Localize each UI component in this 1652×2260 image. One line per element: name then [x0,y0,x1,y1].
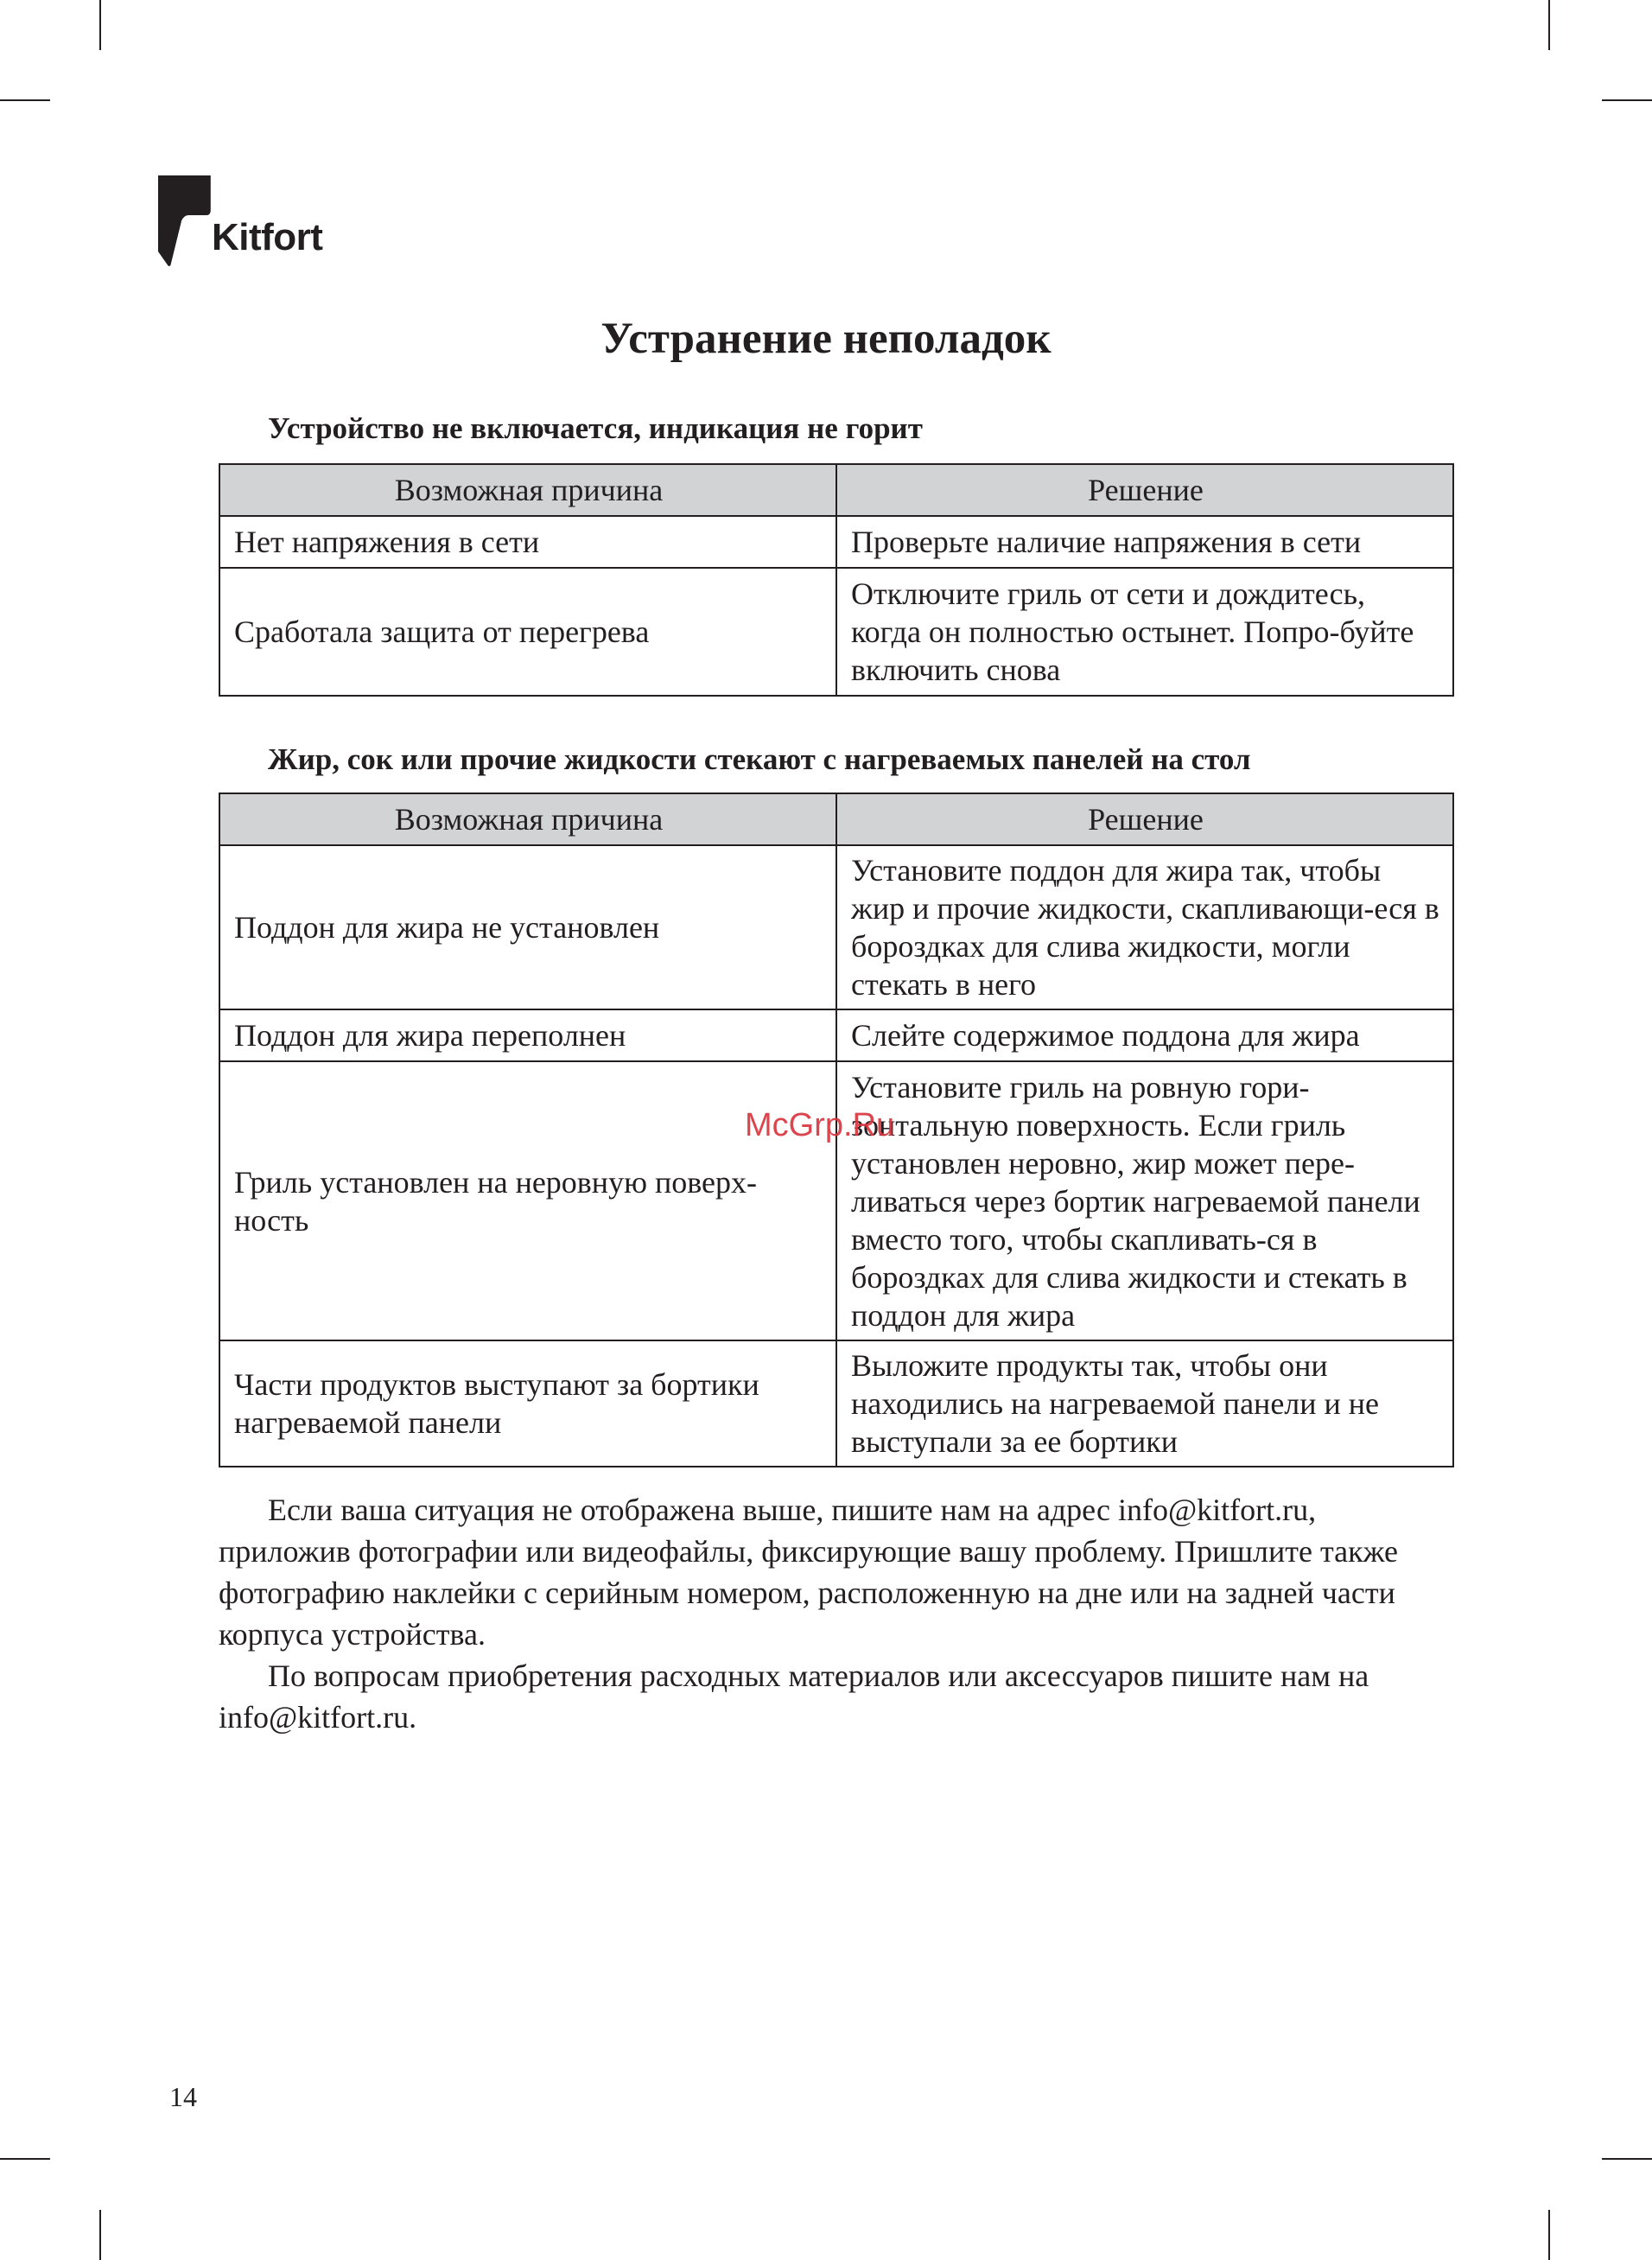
solution-cell: Проверьте наличие напряжения в сети [836,516,1453,568]
section-heading-grease: Жир, сок или прочие жидкости стекают с нагреваемых панелей на стол [268,742,1251,776]
column-header-cause: Возможная причина [219,464,836,516]
trouble-table-power [219,463,1454,697]
solution-cell: Слейте содержимое поддона для жира [836,1009,1453,1061]
table-header-row [219,464,1453,516]
crop-mark-left-top [0,99,50,101]
kitfort-logo-icon [158,175,212,267]
crop-mark-top-left [99,0,101,50]
crop-mark-right-top [1602,99,1652,101]
crop-mark-bottom-left [99,2210,101,2260]
brand-logo [158,175,348,267]
table-row [219,845,1453,1009]
table-row [219,516,1453,568]
column-header-solution: Решение [836,793,1453,845]
cause-cell: Поддон для жира не установлен [219,845,836,1009]
table-row [219,568,1453,696]
section-heading-power: Устройство не включается, индикация не горит [268,411,923,445]
cause-cell: Нет напряжения в сети [219,516,836,568]
page-title: Устранение неполадок [600,315,1052,363]
column-header-cause: Возможная причина [219,793,836,845]
cause-cell: Сработала защита от перегрева [219,568,836,696]
table-header-row [219,793,1453,845]
crop-mark-top-right [1548,0,1550,50]
cause-cell: Поддон для жира переполнен [219,1009,836,1061]
table-row [219,1340,1453,1467]
solution-cell: Установите гриль на ровную гори-зонтальную поверхность. Если гриль установлен неровно, жир может пере-ливаться через бортик нагреваемой панели вместо того, чтобы скапливать-ся в бороздках для слива жидкости и стекать в поддон для жира [836,1061,1453,1340]
watermark: McGrp.Ru [745,1107,895,1143]
cause-cell: Гриль установлен на неровную поверх-ность [219,1061,836,1340]
crop-mark-bottom-right [1548,2210,1550,2260]
solution-cell: Установите поддон для жира так, чтобы жир и прочие жидкости, скапливающи-еся в бороздках для слива жидкости, могли стекать в него [836,845,1453,1009]
page-number: 14 [169,2081,197,2112]
cause-cell: Части продуктов выступают за бортики нагреваемой панели [219,1340,836,1467]
crop-mark-left-bottom [0,2158,50,2160]
solution-cell: Выложите продукты так, чтобы они находились на нагреваемой панели и не выступали за ее бортики [836,1340,1453,1467]
column-header-solution: Решение [836,464,1453,516]
table-row [219,1009,1453,1061]
crop-mark-right-bottom [1602,2158,1652,2160]
contact-paragraph: Если ваша ситуация не отображена выше, пишите нам на адрес info@kitfort.ru, приложив фотографии или видеофайлы, фиксирующие вашу проблему. Пришлите также фотографию наклейки с серийным номером, расположенную на дне или на задней части корпуса устройства. [219,1493,1399,1652]
brand-name: Kitfort [212,216,323,258]
accessories-paragraph: По вопросам приобретения расходных материалов или аксессуаров пишите нам на info@kitfort.ru. [219,1658,1369,1735]
solution-cell: Отключите гриль от сети и дождитесь, когда он полностью остынет. Попро-буйте включить снова [836,568,1453,696]
table-row [219,1061,1453,1340]
